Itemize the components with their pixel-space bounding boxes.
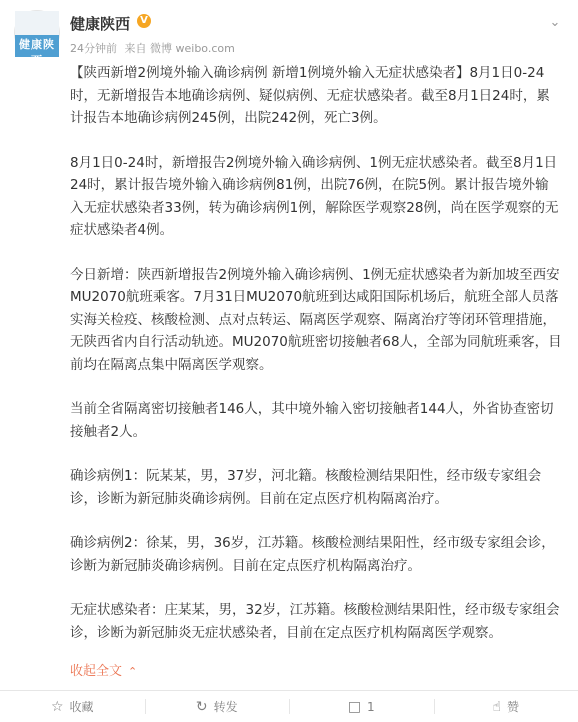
post-time[interactable]: 24分钟前 [70, 42, 117, 55]
post-paragraph: 8月1日0-24时，新增报告2例境外输入确诊病例、1例无症状感染者。截至8月1日24时，累计报告境外输入确诊病例81例，出院76例，在院5例。累计报告境外输入无症状感染者33例，转为确诊病例1例，解除医学观察28例，尚在医学观察的无症状感染者4例。 [70, 154, 559, 238]
star-icon: ☆ [50, 698, 64, 715]
post-header [0, 0, 578, 67]
like-button[interactable] [434, 691, 578, 722]
post-source[interactable]: 来自 微博 weibo.com [124, 42, 235, 55]
chevron-down-icon[interactable]: ⌄ [549, 15, 561, 30]
repost-button[interactable] [145, 691, 290, 722]
verified-badge-icon: V [137, 14, 151, 28]
comment-icon: □ [347, 698, 362, 715]
repost-label: 转发 [213, 700, 238, 714]
post-paragraph: 无症状感染者：庄某某，男，32岁，江苏籍。核酸检测结果阳性，经市级专家组会诊，诊断为新冠肺炎无症状感染者，目前在定点医疗机构隔离医学观察。 [70, 602, 560, 641]
thumbs-up-icon: ☝ [492, 698, 501, 715]
post-paragraph: 确诊病例2：徐某，男，36岁，江苏籍。核酸检测结果阳性，经市级专家组会诊，诊断为新冠肺炎确诊病例。目前在定点医疗机构隔离治疗。 [70, 535, 555, 574]
comment-count: 1 [367, 699, 375, 714]
avatar-text: 健康陕西 [19, 38, 55, 67]
repost-icon: ↻ [195, 698, 208, 715]
collapse-label: 收起全文 [70, 664, 123, 679]
post-content [70, 62, 562, 666]
avatar[interactable] [14, 10, 60, 67]
collapse-button[interactable] [70, 660, 137, 679]
comment-button[interactable] [289, 691, 434, 722]
post-paragraph: 确诊病例1：阮某某，男，37岁，河北籍。核酸检测结果阳性，经市级专家组会诊，诊断为新冠肺炎确诊病例。目前在定点医疗机构隔离治疗。 [70, 468, 542, 507]
post-paragraph: 今日新增：陕西新增报告2例境外输入确诊病例、1例无症状感染者为新加坡至西安MU2070航班乘客。7月31日MU2070航班到达咸阳国际机场后，航班全部人员落实海关检疫、核酸检测、点对点转运、隔离医学观察、隔离治疗等闭环管理措施，无陕西省内自行活动轨迹。MU2070航班密切接触者68人，全部为同航班乘客，目前均在隔离点集中隔离医学观察。 [70, 266, 562, 373]
favorite-button[interactable] [0, 691, 145, 722]
favorite-label: 收藏 [69, 700, 94, 714]
post-paragraph: 【陕西新增2例境外输入确诊病例 新增1例境外输入无症状感染者】8月1日0-24时，无新增报告本地确诊病例、疑似病例、无症状感染者。截至8月1日24时，累计报告本地确诊病例245例，出院242例，死亡3例。 [70, 65, 550, 126]
chevron-up-icon: ⌃ [128, 665, 138, 678]
account-name[interactable]: 健康陕西 [70, 15, 131, 33]
avatar-background [15, 11, 59, 35]
post-paragraph: 当前全省隔离密切接触者146人，其中境外输入密切接触者144人，外省协查密切接触者2人。 [70, 401, 554, 440]
action-bar [0, 691, 578, 722]
like-label: 赞 [507, 700, 520, 714]
post-meta [70, 40, 239, 56]
